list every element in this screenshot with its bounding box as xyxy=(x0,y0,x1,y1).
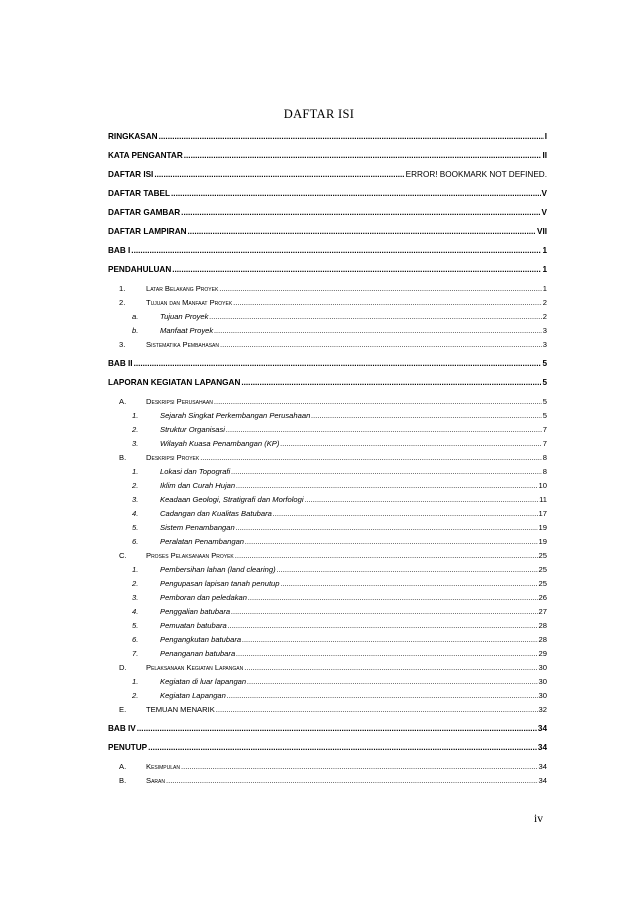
toc-entry-page: 19 xyxy=(538,523,547,532)
dot-leader xyxy=(181,206,540,219)
toc-entry-pendahuluan[interactable] xyxy=(108,263,547,276)
toc-entry-number: 2. xyxy=(132,481,139,490)
dot-leader xyxy=(244,661,537,674)
toc-entry-kegiatan-luar[interactable] xyxy=(108,675,547,688)
toc-entry-pemboran[interactable] xyxy=(108,591,547,604)
toc-entry-number: 3. xyxy=(132,593,139,602)
toc-entry-page: 28 xyxy=(538,621,547,630)
toc-entry-number: A. xyxy=(119,762,127,771)
dot-leader xyxy=(247,675,537,688)
toc-entry-peralatan[interactable] xyxy=(108,535,547,548)
toc-entry-wilayah[interactable] xyxy=(108,437,547,450)
dot-leader xyxy=(214,395,542,408)
toc-entry-text: DAFTAR GAMBAR xyxy=(108,208,181,217)
toc-entry-text: Kegiatan di luar lapangan xyxy=(160,677,247,686)
toc-entry-page: ERROR! BOOKMARK NOT DEFINED. xyxy=(405,170,547,179)
toc-entry-number: 3. xyxy=(119,340,126,349)
toc-entry-text: Wilayah Kuasa Penambangan (KP) xyxy=(160,439,280,448)
toc-entry-text: Sistematika Pembahasan xyxy=(146,340,219,349)
toc-entry-text: Pemboran dan peledakan xyxy=(160,593,247,602)
toc-entry-text: Kegiatan Lapangan xyxy=(160,691,226,700)
toc-entry-text: Tujuan Proyek xyxy=(160,312,209,321)
dot-leader xyxy=(209,310,541,323)
toc-entry-page: 30 xyxy=(538,663,547,672)
toc-entry-page: 34 xyxy=(537,724,547,733)
toc-entry-daftar-gambar[interactable] xyxy=(108,206,547,219)
toc-entry-text: Sistem Penambangan xyxy=(160,523,235,532)
toc-entry-number: 2. xyxy=(132,579,139,588)
toc-entry-pengangkutan[interactable] xyxy=(108,633,547,646)
dot-leader xyxy=(231,465,542,478)
dot-leader xyxy=(131,244,541,257)
toc-entry-number: 3. xyxy=(132,439,139,448)
toc-entry-latar-belakang[interactable] xyxy=(108,282,547,295)
toc-entry-page: 1 xyxy=(542,246,547,255)
toc-entry-text: Tujuan dan Manfaat Proyek xyxy=(146,298,233,307)
toc-entry-page: I xyxy=(544,132,547,141)
toc-entry-number: 1. xyxy=(132,411,139,420)
toc-entry-bab-ii[interactable] xyxy=(108,357,547,370)
dot-leader xyxy=(242,633,537,646)
toc-entry-page: 25 xyxy=(538,565,547,574)
toc-entry-page: 1 xyxy=(542,265,547,274)
toc-entry-daftar-lampiran[interactable] xyxy=(108,225,547,238)
toc-entry-sistematika[interactable] xyxy=(108,338,547,351)
dot-leader xyxy=(220,338,542,351)
toc-entry-page: 34 xyxy=(537,743,547,752)
toc-entry-pembersihan[interactable] xyxy=(108,563,547,576)
dot-leader xyxy=(171,187,541,200)
toc-entry-number: 2. xyxy=(132,691,139,700)
toc-entry-bab-i[interactable] xyxy=(108,244,547,257)
toc-entry-page: 7 xyxy=(542,425,547,434)
dot-leader xyxy=(188,225,536,238)
toc-entry-pelaksanaan-kegiatan[interactable] xyxy=(108,661,547,674)
toc-entry-text: Lokasi dan Topografi xyxy=(160,467,231,476)
toc-entry-page: 1 xyxy=(542,284,547,293)
toc-entry-page: 25 xyxy=(538,551,547,560)
dot-leader xyxy=(159,130,544,143)
toc-entry-page: 5 xyxy=(542,378,547,387)
toc-entry-number: 7. xyxy=(132,649,139,658)
dot-leader xyxy=(233,296,542,309)
toc-entry-text: Iklim dan Curah Hujan xyxy=(160,481,236,490)
toc-entry-page: 8 xyxy=(542,453,547,462)
toc-entry-text: DAFTAR ISI xyxy=(108,170,154,179)
toc-entry-text: Struktur Organisasi xyxy=(160,425,225,434)
dot-leader xyxy=(181,760,538,773)
toc-entry-daftar-isi[interactable] xyxy=(108,168,547,181)
toc-entry-number: 5. xyxy=(132,621,139,630)
toc-entry-text: BAB I xyxy=(108,246,131,255)
toc-entry-deskripsi-proyek[interactable] xyxy=(108,451,547,464)
toc-entry-tujuan-manfaat[interactable] xyxy=(108,296,547,309)
dot-leader xyxy=(236,647,537,660)
dot-leader xyxy=(216,703,538,716)
toc-entry-text: Manfaat Proyek xyxy=(160,326,214,335)
toc-entry-text: Proses Pelaksanaan Proyek xyxy=(146,551,234,560)
toc-entry-number: 6. xyxy=(132,537,139,546)
toc-entry-page: 30 xyxy=(538,677,547,686)
dot-leader xyxy=(227,689,538,702)
dot-leader xyxy=(172,263,541,276)
toc-entry-text: Sejarah Singkat Perkembangan Perusahaan xyxy=(160,411,311,420)
toc-entry-text: Pengangkutan batubara xyxy=(160,635,242,644)
toc-entry-page: 11 xyxy=(539,495,547,504)
toc-entry-page: 8 xyxy=(542,467,547,476)
toc-entry-page: VII xyxy=(536,227,547,236)
toc-entry-number: 1. xyxy=(132,467,139,476)
toc-title: DAFTAR ISI xyxy=(283,107,355,121)
toc-entry-page: 10 xyxy=(538,481,547,490)
toc-entry-number: 1. xyxy=(132,565,139,574)
toc-entry-pengupasan[interactable] xyxy=(108,577,547,590)
toc-entry-manfaat-proyek[interactable] xyxy=(108,324,547,337)
toc-entry-kegiatan-lapangan[interactable] xyxy=(108,689,547,702)
toc-entry-text: LAPORAN KEGIATAN LAPANGAN xyxy=(108,378,241,387)
toc-entry-number: 1. xyxy=(119,284,126,293)
dot-leader xyxy=(228,619,538,632)
dot-leader xyxy=(219,282,541,295)
toc-entry-text: TEMUAN MENARIK xyxy=(146,705,215,714)
toc-entry-text: Saran xyxy=(146,776,165,785)
toc-entry-ringkasan[interactable] xyxy=(108,130,547,143)
toc-entry-page: 32 xyxy=(538,705,547,714)
dot-leader xyxy=(148,741,537,754)
toc-entry-page: 29 xyxy=(538,649,547,658)
toc-entry-page: 19 xyxy=(538,537,547,546)
toc-entry-page: 25 xyxy=(538,579,547,588)
toc-entry-page: II xyxy=(542,151,547,160)
dot-leader xyxy=(248,591,538,604)
dot-leader xyxy=(305,493,539,506)
toc-entry-iklim[interactable] xyxy=(108,479,547,492)
dot-leader xyxy=(137,722,537,735)
dot-leader xyxy=(231,605,537,618)
toc-entry-kata-pengantar[interactable] xyxy=(108,149,547,162)
page-number: iv xyxy=(534,813,543,825)
toc-entry-text: KATA PENGANTAR xyxy=(108,151,183,160)
toc-entry-page: 5 xyxy=(542,397,547,406)
dot-leader xyxy=(277,563,538,576)
toc-entry-number: C. xyxy=(119,551,127,560)
toc-entry-lokasi[interactable] xyxy=(108,465,547,478)
toc-entry-text: Pembersihan lahan (land clearing) xyxy=(160,565,276,574)
toc-entry-text: PENDAHULUAN xyxy=(108,265,172,274)
toc-entry-sejarah[interactable] xyxy=(108,409,547,422)
toc-entry-text: RINGKASAN xyxy=(108,132,158,141)
toc-entry-page: 5 xyxy=(542,411,547,420)
toc-entry-page: 2 xyxy=(542,298,547,307)
dot-leader xyxy=(200,451,542,464)
toc-entry-number: E. xyxy=(119,705,127,714)
toc-entry-text: Latar Belakang Proyek xyxy=(146,284,219,293)
dot-leader xyxy=(214,324,542,337)
toc-entry-text: Deskripsi Perusahaan xyxy=(146,397,213,406)
dot-leader xyxy=(311,409,541,422)
toc-entry-number: 2. xyxy=(132,425,139,434)
toc-entry-number: 4. xyxy=(132,607,139,616)
toc-entry-page: 34 xyxy=(538,776,547,785)
toc-entry-text: BAB II xyxy=(108,359,133,368)
toc-entry-saran[interactable] xyxy=(108,774,547,787)
toc-entry-temuan-menarik[interactable] xyxy=(108,703,547,716)
toc-entry-daftar-tabel[interactable] xyxy=(108,187,547,200)
toc-entry-text: Pemuatan batubara xyxy=(160,621,227,630)
toc-entry-geologi[interactable] xyxy=(108,493,547,506)
toc-entry-number: a. xyxy=(132,312,139,321)
toc-entry-page: 3 xyxy=(542,340,547,349)
toc-entry-page: 30 xyxy=(538,691,547,700)
toc-entry-number: B. xyxy=(119,453,127,462)
dot-leader xyxy=(281,577,538,590)
toc-entry-sistem[interactable] xyxy=(108,521,547,534)
dot-leader xyxy=(184,149,542,162)
dot-leader xyxy=(236,521,538,534)
dot-leader xyxy=(241,376,541,389)
toc-entry-number: b. xyxy=(132,326,139,335)
dot-leader xyxy=(166,774,538,787)
toc-entry-tujuan-proyek[interactable] xyxy=(108,310,547,323)
toc-entry-text: Peralatan Penambangan xyxy=(160,537,245,546)
toc-entry-pemuatan[interactable] xyxy=(108,619,547,632)
toc-entry-penggalian[interactable] xyxy=(108,605,547,618)
toc-entry-number: 3. xyxy=(132,495,139,504)
toc-entry-page: V xyxy=(541,208,547,217)
toc-entry-number: 5. xyxy=(132,523,139,532)
toc-entry-page: 34 xyxy=(538,762,547,771)
toc-entry-struktur[interactable] xyxy=(108,423,547,436)
toc-entry-page: 7 xyxy=(542,439,547,448)
toc-entry-bab-iv[interactable] xyxy=(108,722,547,735)
toc-entry-page: 17 xyxy=(538,509,547,518)
toc-entry-text: Deskripsi Proyek xyxy=(146,453,200,462)
toc-entry-text: PENUTUP xyxy=(108,743,148,752)
toc-entry-text: Pengupasan lapisan tanah penutup xyxy=(160,579,280,588)
toc-entry-text: BAB IV xyxy=(108,724,136,733)
toc-entry-page: 27 xyxy=(538,607,547,616)
toc-entry-number: 1. xyxy=(132,677,139,686)
dot-leader xyxy=(273,507,538,520)
toc-entry-cadangan[interactable] xyxy=(108,507,547,520)
toc-entry-page: 2 xyxy=(542,312,547,321)
toc-entry-penanganan[interactable] xyxy=(108,647,547,660)
toc-entry-page: 5 xyxy=(542,359,547,368)
toc-entry-laporan-kegiatan[interactable] xyxy=(108,376,547,389)
toc-entry-text: Penggalian batubara xyxy=(160,607,231,616)
dot-leader xyxy=(280,437,541,450)
toc-entry-penutup[interactable] xyxy=(108,741,547,754)
dot-leader xyxy=(134,357,542,370)
toc-entry-number: A. xyxy=(119,397,127,406)
toc-entry-text: DAFTAR TABEL xyxy=(108,189,171,198)
toc-entry-text: Keadaan Geologi, Stratigrafi dan Morfologi xyxy=(160,495,304,504)
toc-entry-proses-pelaksanaan[interactable] xyxy=(108,549,547,562)
toc-entry-kesimpulan[interactable] xyxy=(108,760,547,773)
toc-entry-text: Kesimpulan xyxy=(146,762,180,771)
toc-entry-page: V xyxy=(541,189,547,198)
toc-entry-page: 28 xyxy=(538,635,547,644)
toc-entry-page: 3 xyxy=(542,326,547,335)
dot-leader xyxy=(226,423,542,436)
toc-entry-number: 2. xyxy=(119,298,126,307)
toc-entry-text: Pelaksanaan Kegiatan Lapangan xyxy=(146,663,244,672)
dot-leader xyxy=(154,168,404,181)
toc-entry-number: 6. xyxy=(132,635,139,644)
toc-entry-text: Penanganan batubara xyxy=(160,649,236,658)
toc-entry-text: DAFTAR LAMPIRAN xyxy=(108,227,187,236)
toc-entry-text: Cadangan dan Kualitas Batubara xyxy=(160,509,272,518)
toc-entry-deskripsi-perusahaan[interactable] xyxy=(108,395,547,408)
toc-entry-number: 4. xyxy=(132,509,139,518)
toc-entry-number: B. xyxy=(119,776,127,785)
dot-leader xyxy=(235,549,538,562)
toc-entry-page: 26 xyxy=(538,593,547,602)
toc-entry-number: D. xyxy=(119,663,127,672)
dot-leader xyxy=(245,535,538,548)
dot-leader xyxy=(236,479,537,492)
